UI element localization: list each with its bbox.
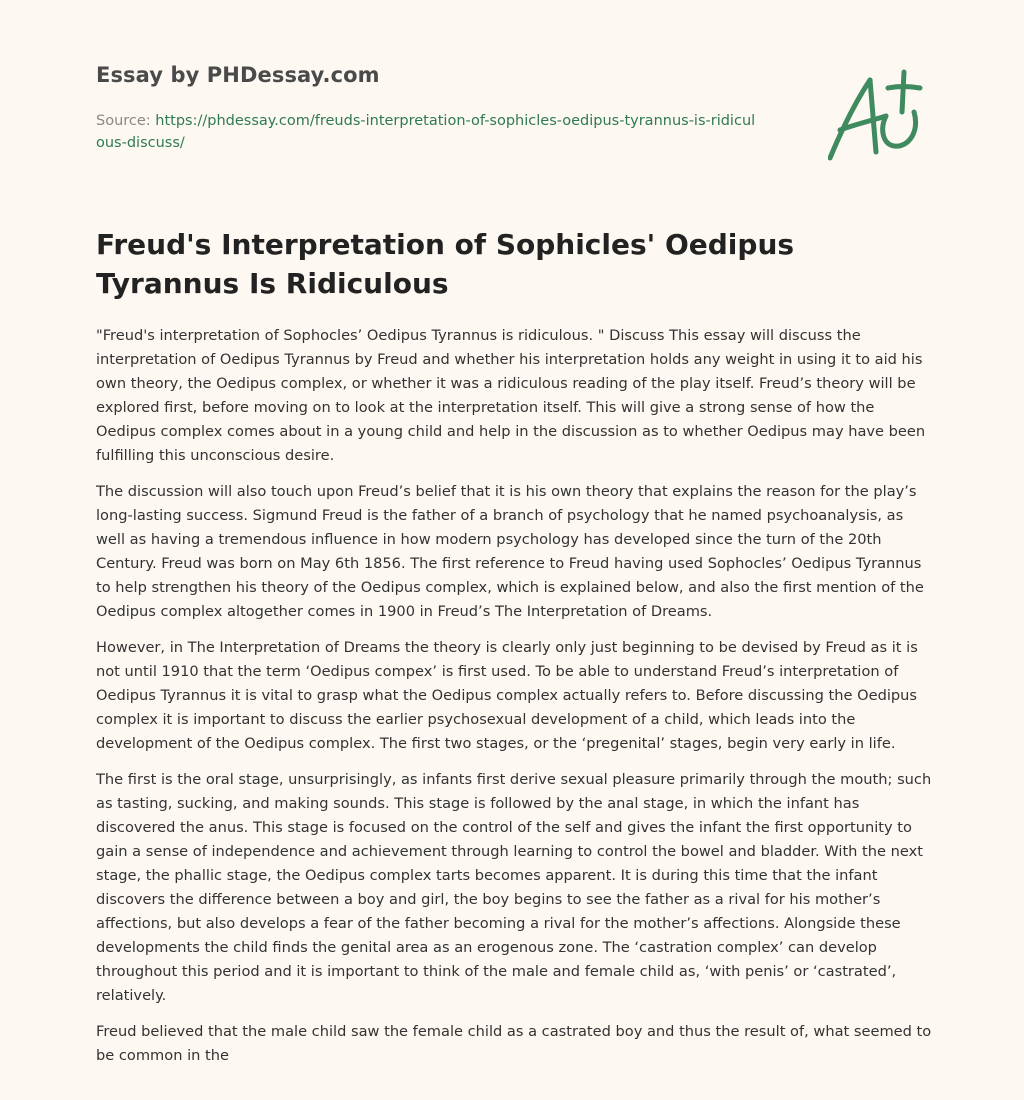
source-label: Source: [96, 113, 156, 129]
essay-body [96, 324, 932, 1080]
paragraph: Freud believed that the male child saw the female child as a castrated boy and thus the result of, what seemed to be common in the [96, 1023, 932, 1064]
essay-title: Freud's Interpretation of Sophicles' Oedipus Tyrannus Is Ridiculous [96, 228, 795, 300]
paragraph: The discussion will also touch upon Freud’s belief that it is his own theory that explains the reason for the play’s long-lasting success. Sigmund Freud is the father of a branch of psychology that he named psychoanalysis, as well as having a tremendous influence in how modern psychology has developed since the turn of the 20th Century. Freud was born on May 6th 1856. The first reference to Freud having used Sophocles’ Oedipus Tyrannus to help strengthen his theory of the Oedipus complex, which is explained below, and also the first mention of the Oedipus complex altogether comes in 1900 in Freud’s The Interpretation of Dreams. [96, 483, 924, 620]
source-link[interactable]: https://phdessay.com/freuds-interpretation-of-sophicles-oedipus-tyrannus-is-ridiculous-discuss/ [96, 113, 756, 151]
paragraph: "Freud's interpretation of Sophocles’ Oedipus Tyrannus is ridiculous. " Discuss This essay will discuss the interpretation of Oedipus Tyrannus by Freud and whether his interpretation holds any weight in using it to aid his own theory, the Oedipus complex, or whether it was a ridiculous reading of the play itself. Freud’s theory will be explored first, before moving on to look at the interpretation itself. This will give a strong sense of how the Oedipus complex comes about in a young child and help in the discussion as to whether Oedipus may have been fulfilling this unconscious desire. [96, 327, 926, 464]
a-plus-logo-icon [828, 66, 928, 166]
source-line [96, 110, 756, 154]
paragraph: However, in The Interpretation of Dreams the theory is clearly only just beginning to be devised by Freud as it is not until 1910 that the term ‘Oedipus compex’ is first used. To be able to understand Freud’s interpretation of Oedipus Tyrannus it is vital to grasp what the Oedipus complex actually refers to. Before discussing the Oedipus complex it is important to discuss the earlier psychosexual development of a child, which leads into the development of the Oedipus complex. The first two stages, or the ‘pregenital’ stages, begin very early in life. [96, 639, 918, 752]
paragraph: The first is the oral stage, unsurprisingly, as infants first derive sexual pleasure primarily through the mouth; such as tasting, sucking, and making sounds. This stage is followed by the anal stage, in which the infant has discovered the anus. This stage is focused on the control of the self and gives the infant the first opportunity to gain a sense of independence and achievement through learning to control the bowel and bladder. With the next stage, the phallic stage, the Oedipus complex tarts becomes apparent. It is during this time that the infant discovers the difference between a boy and girl, the boy begins to see the father as a rival for his mother’s affections, but also develops a fear of the father becoming a rival for the mother’s affections. Alongside these developments the child finds the genital area as an erogenous zone. The ‘castration complex’ can develop throughout this period and it is important to think of the male and female child as, ‘with penis’ or ‘castrated’, relatively. [96, 771, 932, 1004]
site-title: Essay by PHDessay.com [96, 63, 380, 87]
